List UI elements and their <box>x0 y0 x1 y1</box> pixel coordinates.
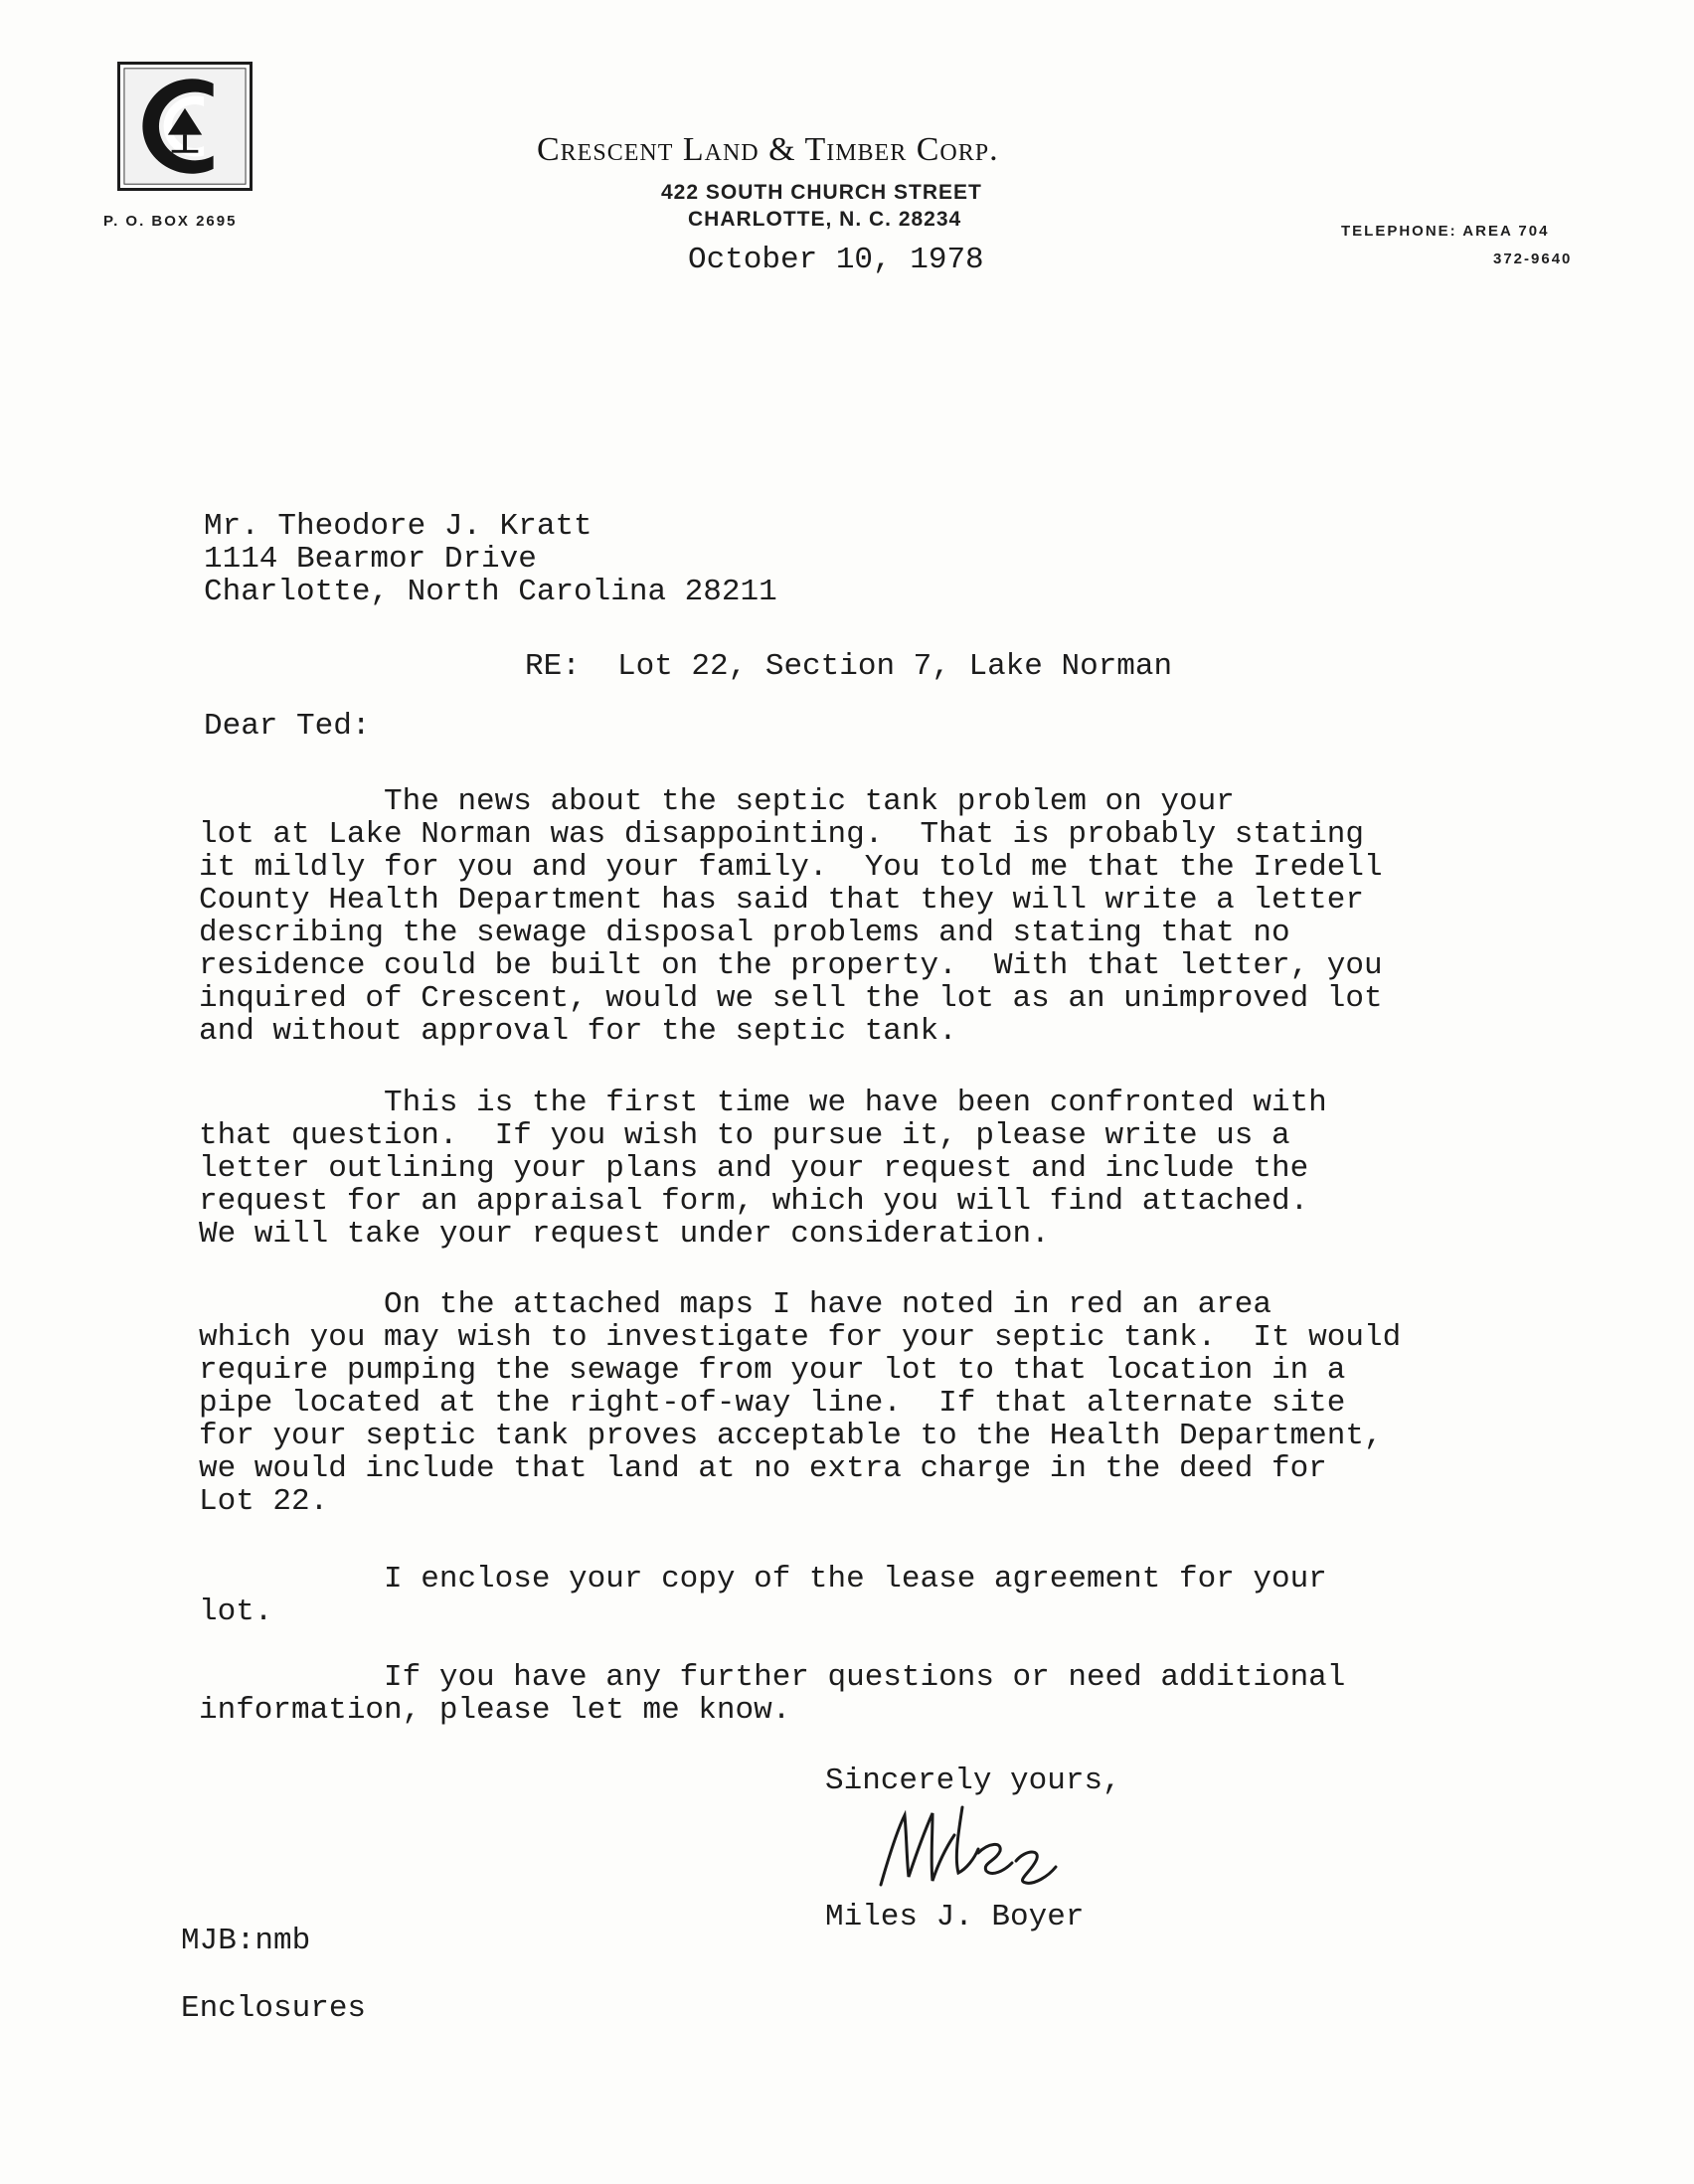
handwritten-signature <box>867 1797 1086 1897</box>
reference-initials: MJB:nmb <box>181 1924 311 1958</box>
paragraph-line: I enclose your copy of the lease agreement for your <box>199 1562 1327 1596</box>
body-paragraph-1 <box>199 785 1383 1048</box>
paragraph-line: inquired of Crescent, would we sell the lot as an unimproved lot <box>199 981 1383 1016</box>
paragraph-line: On the attached maps I have noted in red an area <box>199 1287 1271 1322</box>
paragraph-line: for your septic tank proves acceptable to the Health Department, <box>199 1419 1383 1453</box>
paragraph-line: information, please let me know. <box>199 1693 791 1728</box>
crescent-tree-logo-icon <box>120 65 250 188</box>
paragraph-line: request for an appraisal form, which you will find attached. <box>199 1184 1309 1219</box>
paragraph-line: lot. <box>199 1595 273 1629</box>
recipient-name: Mr. Theodore J. Kratt <box>204 509 593 544</box>
signer-name: Miles J. Boyer <box>825 1900 1085 1934</box>
signature-icon <box>867 1797 1086 1897</box>
paragraph-line: residence could be built on the property. With that letter, you <box>199 948 1383 983</box>
salutation: Dear Ted: <box>204 709 371 744</box>
paragraph-line: and without approval for the septic tank. <box>199 1014 957 1049</box>
paragraph-line: which you may wish to investigate for your septic tank. It would <box>199 1320 1402 1355</box>
company-telephone-number: 372-9640 <box>1493 251 1573 267</box>
paragraph-line: If you have any further questions or need additional <box>199 1660 1346 1695</box>
company-name: Crescent Land & Timber Corp. <box>537 131 999 168</box>
paragraph-line: it mildly for you and your family. You told me that the Iredell <box>199 850 1383 885</box>
paragraph-line: require pumping the sewage from your lot to that location in a <box>199 1353 1346 1388</box>
body-paragraph-4 <box>199 1563 1327 1628</box>
recipient-street: 1114 Bearmor Drive <box>204 542 537 577</box>
body-paragraph-3 <box>199 1288 1401 1518</box>
paragraph-line: This is the first time we have been confronted with <box>199 1086 1327 1120</box>
company-logo <box>117 62 253 191</box>
company-po-box: P. O. BOX 2695 <box>103 213 238 230</box>
paragraph-line: letter outlining your plans and your request and include the <box>199 1151 1309 1186</box>
company-street: 422 SOUTH CHURCH STREET <box>661 181 982 204</box>
recipient-city: Charlotte, North Carolina 28211 <box>204 575 777 609</box>
paragraph-line: we would include that land at no extra charge in the deed for <box>199 1451 1327 1486</box>
paragraph-line: We will take your request under consideration. <box>199 1217 1050 1252</box>
enclosures-note: Enclosures <box>181 1991 367 2026</box>
paragraph-line: pipe located at the right-of-way line. If that alternate site <box>199 1386 1346 1421</box>
paragraph-line: lot at Lake Norman was disappointing. That is probably stating <box>199 817 1364 852</box>
body-paragraph-5 <box>199 1661 1345 1727</box>
paragraph-line: The news about the septic tank problem on your <box>199 784 1235 819</box>
paragraph-line: Lot 22. <box>199 1484 329 1519</box>
subject-line: RE: Lot 22, Section 7, Lake Norman <box>525 649 1173 684</box>
paragraph-line: describing the sewage disposal problems and stating that no <box>199 916 1290 950</box>
paragraph-line: County Health Department has said that they will write a letter <box>199 883 1364 918</box>
body-paragraph-2 <box>199 1087 1327 1251</box>
paragraph-line: that question. If you wish to pursue it, please write us a <box>199 1118 1290 1153</box>
closing: Sincerely yours, <box>825 1764 1121 1798</box>
company-city: CHARLOTTE, N. C. 28234 <box>688 208 962 231</box>
company-telephone-label: TELEPHONE: AREA 704 <box>1341 223 1550 240</box>
letter-date: October 10, 1978 <box>688 243 984 277</box>
